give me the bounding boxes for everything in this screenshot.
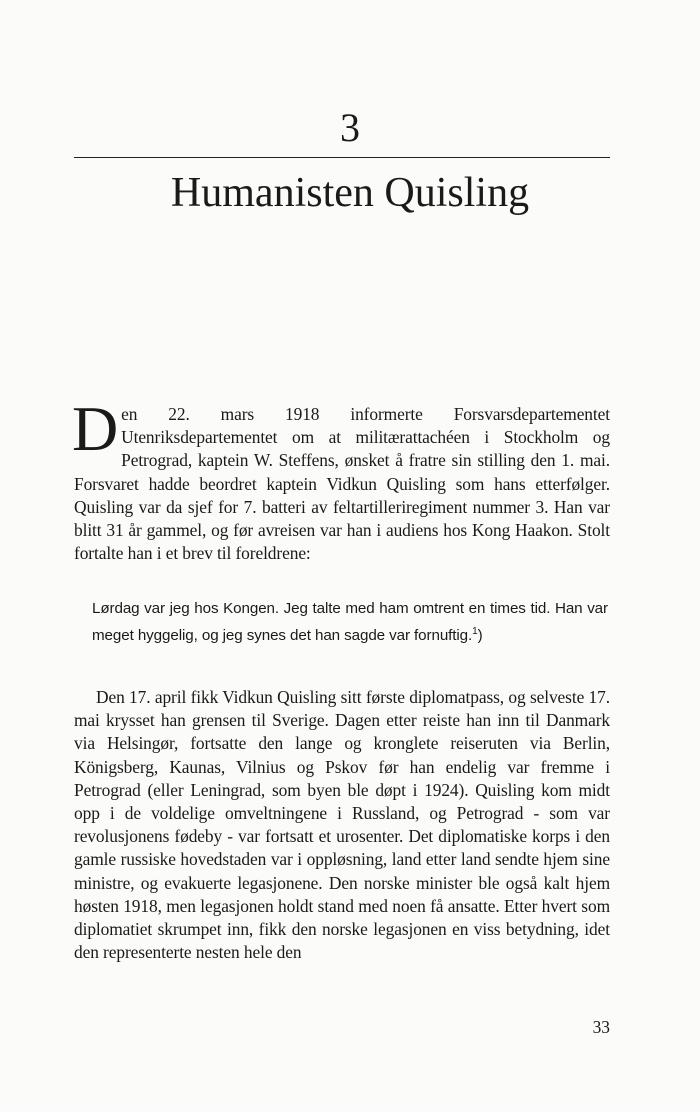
chapter-title: Humanisten Quisling bbox=[170, 170, 530, 216]
paragraph-second: Den 17. april fikk Vidkun Quisling sitt første diplomatpass, og selveste 17. mai krysset han grensen til Sverige. Dagen etter reiste han inn til Danmark via Helsingør, fortsatte den lange og kronglete reiseruten via Berlin, Königsberg, Kaunas, Vilnius og Pskov før han endelig var fremme i Petrograd (eller Leningrad, som byen ble døpt i 1924). Quisling kom midt opp i de voldelige omveltningene i Russland, og Petrograd - som var revolusjonens fødeby - var fortsatt et urosenter. Det diplomatiske korps i den gamle russiske hovedstaden var i oppløsning, land etter land sendte hjem sine ministre, og evakuerte legasjonene. Den norske minister ble også kalt hjem høsten 1918, men legasjonen holdt stand med noen få ansatte. Etter hvert som diplomatiet skrumpet inn, fikk den norske legasjonen en viss betydning, idet den representerte nesten hele den bbox=[74, 687, 610, 963]
chapter-number: 3 bbox=[340, 105, 360, 150]
page-number: 33 bbox=[592, 1017, 610, 1037]
paragraph-opening bbox=[72, 393, 610, 565]
footnote-close: ) bbox=[477, 627, 483, 645]
paragraph-opening-text: en 22. mars 1918 informerte Forsvarsdepartementet Utenriksdepartementet om at militærattachéen i Stockholm og Petrograd, kaptein W. Steffens, ønsket å fratre sin stilling den 1. mai. Forsvaret hadde beordret kaptein Vidkun Quisling som hans etterfølger. Quisling var da sjef for 7. batteri av feltartilleriregiment nummer 3. Han var blitt 31 år gammel, og før avreisen var han i audiens hos Kong Haakon. Stolt fortalte han i et brev til foreldrene: bbox=[74, 404, 610, 564]
drop-cap: D bbox=[72, 393, 119, 464]
footnote-marker: 1 bbox=[472, 626, 478, 638]
chapter-divider bbox=[74, 157, 610, 158]
block-quote-text: Lørdag var jeg hos Kongen. Jeg talte med ham omtrent en times tid. Han var meget hyggelig, og jeg synes det han sagde var fornuftig. bbox=[92, 600, 608, 645]
block-quote bbox=[92, 597, 608, 647]
